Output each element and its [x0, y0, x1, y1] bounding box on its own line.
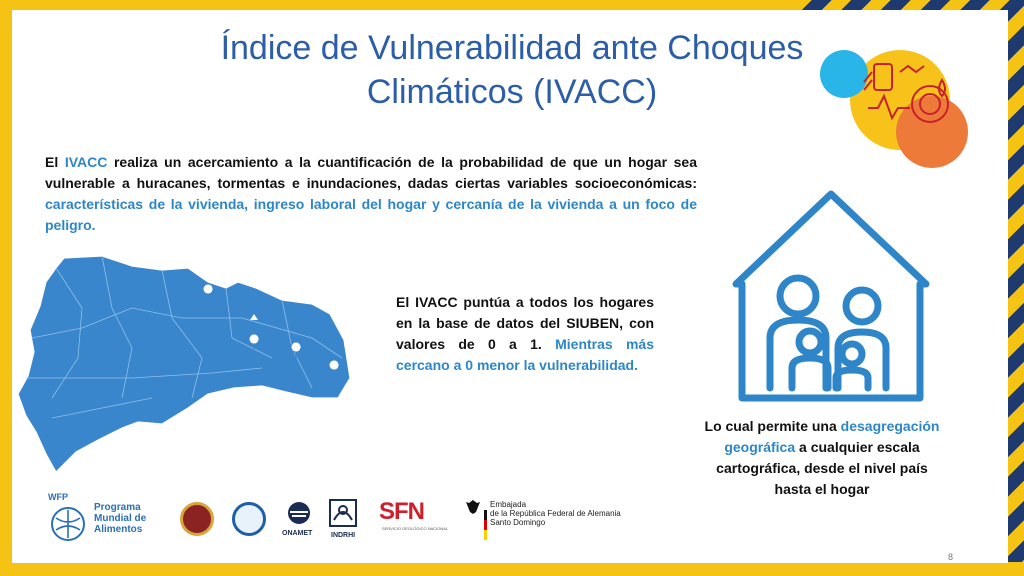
score-paragraph [396, 292, 654, 376]
intro-ivacc: IVACC [64, 154, 108, 170]
onamet-emblem-icon [286, 500, 312, 526]
page-title: Índice de Vulnerabilidad ante Choques Climáticos (IVACC) [220, 29, 804, 111]
embassy-line-2: de la República Federal de Alemania [490, 509, 621, 518]
german-eagle-icon [464, 498, 482, 516]
sfn-subtitle: SERVICIO GEOLÓGICO NACIONAL [382, 526, 449, 531]
wfp-logo [46, 492, 166, 552]
german-embassy-logo [490, 500, 630, 527]
frame-bottom [0, 562, 1024, 576]
granular-paragraph [702, 416, 942, 500]
wfp-name: Programa Mundial de Alimentos [94, 502, 147, 535]
granular-highlight: desagregación geográfica [724, 418, 940, 455]
intro-text-1: El [45, 154, 65, 170]
sfn-logo: SFN [379, 498, 424, 525]
slide [12, 10, 1008, 563]
wfp-abbr: WFP [48, 492, 68, 502]
intro-text-3: realiza un acercamiento a la cuantificación de la probabilidad de que un hogar sea vulnerable a huracanes, tormentas e inundaciones, dadas ciertas variables socioeconómicas: [45, 154, 697, 191]
wfp-emblem-icon [48, 504, 88, 544]
indrhi-emblem-icon [328, 498, 358, 528]
granular-text-1: Lo cual permite una [704, 418, 841, 434]
page-number: 8 [948, 552, 954, 562]
dominican-republic-map-icon [12, 248, 372, 480]
climate-hazard-icon [808, 38, 988, 178]
intro-paragraph [45, 152, 697, 236]
seal-logo-1 [180, 502, 214, 536]
onamet-label: ONAMET [282, 530, 313, 537]
score-text-1: El IVACC puntúa a todos los hogares en la base de datos del SIUBEN, con valores de 0 a 1. [396, 294, 654, 352]
score-highlight: Mientras más cercano a 0 menor la vulnerabilidad. [396, 336, 654, 373]
german-flag-bar [484, 510, 487, 540]
seal-logo-2 [232, 502, 266, 536]
granular-text-3: a cualquier escala cartográfica, desde el nivel país hasta el hogar [716, 439, 928, 497]
embassy-line-1: Embajada [490, 500, 527, 509]
embassy-line-3: Santo Domingo [490, 518, 546, 527]
indrhi-label: INDRHI [331, 532, 356, 539]
intro-variables: características de la vivienda, ingreso laboral del hogar y cercanía de la vivienda a un foco de peligro. [45, 196, 697, 233]
partner-logos [42, 492, 622, 552]
house-family-icon [728, 188, 934, 406]
